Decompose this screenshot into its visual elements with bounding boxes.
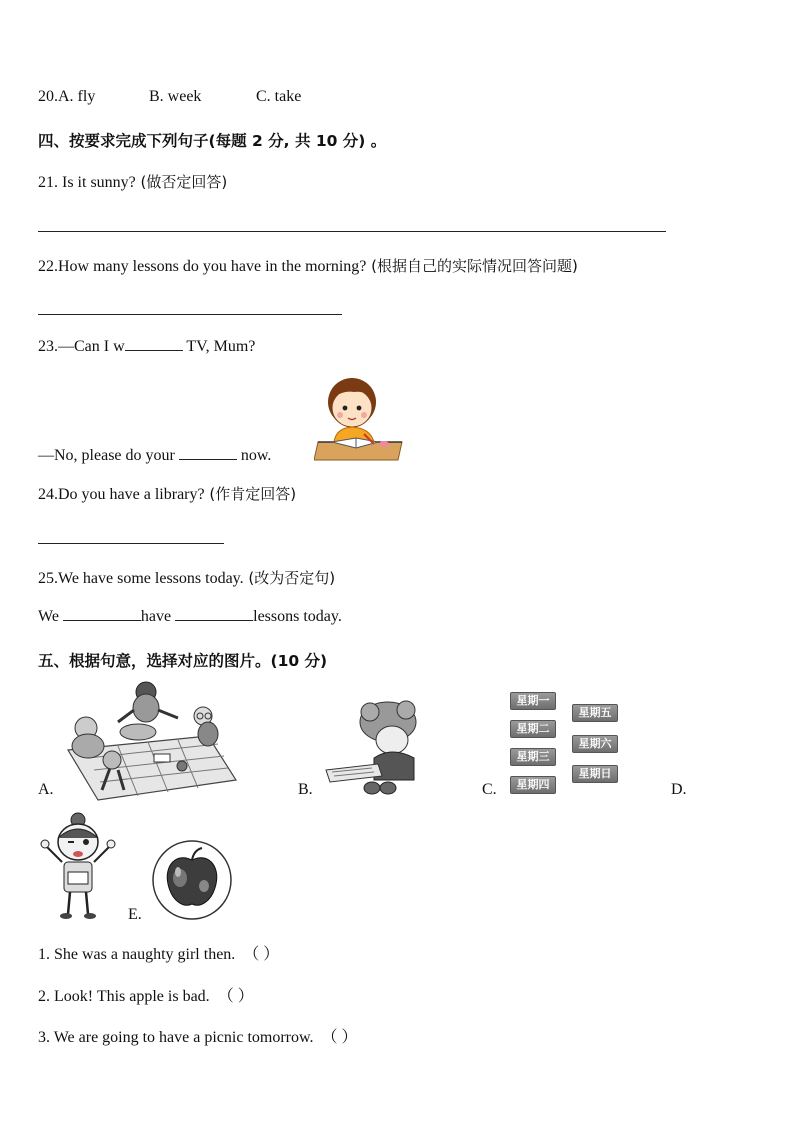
q20-option-a: A. fly (58, 88, 96, 105)
q25-word-lessons-today: lessons today. (253, 608, 342, 625)
picnic-image (58, 680, 238, 802)
q25-text: 25.We have some lessons today. (38, 570, 244, 587)
option-d-label: D. (671, 781, 687, 798)
question-23-line-2 (38, 447, 271, 465)
q23-line2-end: now. (236, 447, 272, 464)
naughty-girl-image (38, 812, 118, 922)
q23-blank-1[interactable] (125, 350, 183, 351)
question-25 (38, 567, 335, 588)
q21-hint: (做否定回答) (135, 173, 228, 191)
q22-answer-line[interactable] (38, 314, 342, 315)
item-2-answer-paren[interactable]: （ ） (217, 988, 254, 1005)
q23-line1-end: TV, Mum? (182, 338, 256, 355)
q25-word-have: have (140, 608, 176, 625)
item-3 (38, 1024, 358, 1047)
q25-hint: (改为否定句) (243, 569, 336, 587)
girl-reading-image (322, 700, 432, 796)
q23-line2-start: —No, please do your (38, 447, 179, 464)
q22-hint: (根据自己的实际情况回答问题) (366, 257, 578, 275)
q21-answer-line[interactable] (38, 231, 666, 232)
q20-number: 20. (38, 88, 58, 105)
weekday-tag: 星期五 (572, 704, 618, 722)
q25-word-we: We (38, 608, 63, 625)
section-5-title: 五、根据句意，选择对应的图片。(10 分) (38, 652, 328, 670)
question-21 (38, 171, 227, 192)
weekday-tag: 星期一 (510, 692, 556, 710)
q20-option-b: B. week (149, 88, 202, 105)
q20-option-c: C. take (256, 88, 302, 105)
item-2-text: 2. Look! This apple is bad. (38, 988, 210, 1005)
question-23-line-1 (38, 338, 255, 356)
q24-answer-line[interactable] (38, 543, 224, 544)
q23-line1-start: 23.—Can I w (38, 338, 125, 355)
weekday-tag: 星期日 (572, 765, 618, 783)
question-20 (38, 88, 95, 106)
weekday-tag: 星期三 (510, 748, 556, 766)
rotten-apple-image (150, 838, 234, 922)
item-1 (38, 941, 279, 964)
weekday-tag: 星期六 (572, 735, 618, 753)
q24-text: 24.Do you have a library? (38, 486, 205, 503)
option-c-label: C. (482, 781, 497, 798)
option-a-label: A. (38, 781, 54, 798)
q21-text: . Is it sunny? (54, 174, 136, 191)
item-1-answer-paren[interactable]: （ ） (243, 946, 280, 963)
q25-blank-2[interactable] (175, 620, 253, 621)
q25-blank-1[interactable] (63, 620, 141, 621)
section-4-title: 四、按要求完成下列句子(每题 2 分, 共 10 分) 。 (38, 132, 387, 150)
q23-blank-2[interactable] (179, 459, 237, 460)
question-24 (38, 483, 296, 504)
weekday-tag: 星期二 (510, 720, 556, 738)
item-1-text: 1. She was a naughty girl then. (38, 946, 236, 963)
q25-answer-row (38, 608, 342, 626)
q24-hint: (作肯定回答) (204, 485, 297, 503)
weekday-tag: 星期四 (510, 776, 556, 794)
option-b-label: B. (298, 781, 313, 798)
item-3-answer-paren[interactable]: （ ） (321, 1029, 358, 1046)
weekdays-image (506, 690, 626, 800)
option-e-label: E. (128, 906, 142, 923)
question-22 (38, 255, 578, 276)
item-3-text: 3. We are going to have a picnic tomorrow. (38, 1029, 314, 1046)
q22-text: 22.How many lessons do you have in the morning? (38, 258, 367, 275)
item-2 (38, 983, 254, 1006)
boy-homework-image (314, 372, 404, 462)
q21-number: 21 (38, 174, 54, 191)
